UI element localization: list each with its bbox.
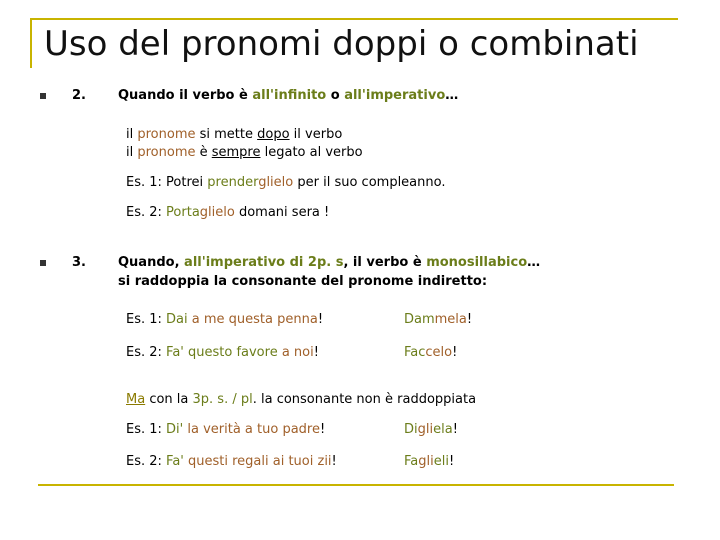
bullet-1 (40, 93, 46, 99)
bullet-2 (40, 260, 46, 266)
section2-example-2-answer: Faccelo! (404, 345, 458, 360)
frame-top-rule (30, 18, 678, 20)
section2-example-4: Es. 2: Fa' questi regali ai tuoi zii! (126, 454, 337, 469)
section2-example-1: Es. 1: Dai a me questa penna! (126, 312, 324, 327)
exception-note: Ma con la 3p. s. / pl. la consonante non è raddoppiata (126, 392, 477, 407)
frame-bottom-rule (38, 484, 674, 486)
section1-heading: Quando il verbo è all'infinito o all'imperativo… (118, 88, 459, 103)
section2-example-2: Es. 2: Fa' questo favore a noi! (126, 345, 319, 360)
section1-number: 2. (72, 88, 86, 103)
section2-example-3-answer: Digliela! (404, 422, 458, 437)
slide-title: Uso del pronomi doppi o combinati (44, 24, 639, 64)
section2-example-3: Es. 1: Di' la verità a tuo padre! (126, 422, 326, 437)
section1-example-1: Es. 1: Potrei prenderglielo per il suo compleanno. (126, 175, 446, 190)
rule-line-1: il pronome si mette dopo il verbo (126, 127, 343, 142)
section2-number: 3. (72, 255, 86, 270)
section2-example-1-answer: Dammela! (404, 312, 473, 327)
frame-left-rule (30, 18, 32, 68)
section2-heading-line-1: Quando, all'imperativo di 2p. s, il verbo è monosillabico… (118, 255, 541, 270)
rule-line-2: il pronome è sempre legato al verbo (126, 145, 363, 160)
section2-heading-line-2: si raddoppia la consonante del pronome indiretto: (118, 274, 488, 289)
section1-example-2: Es. 2: Portaglielo domani sera ! (126, 205, 330, 220)
section2-example-4-answer: Faglieli! (404, 454, 455, 469)
